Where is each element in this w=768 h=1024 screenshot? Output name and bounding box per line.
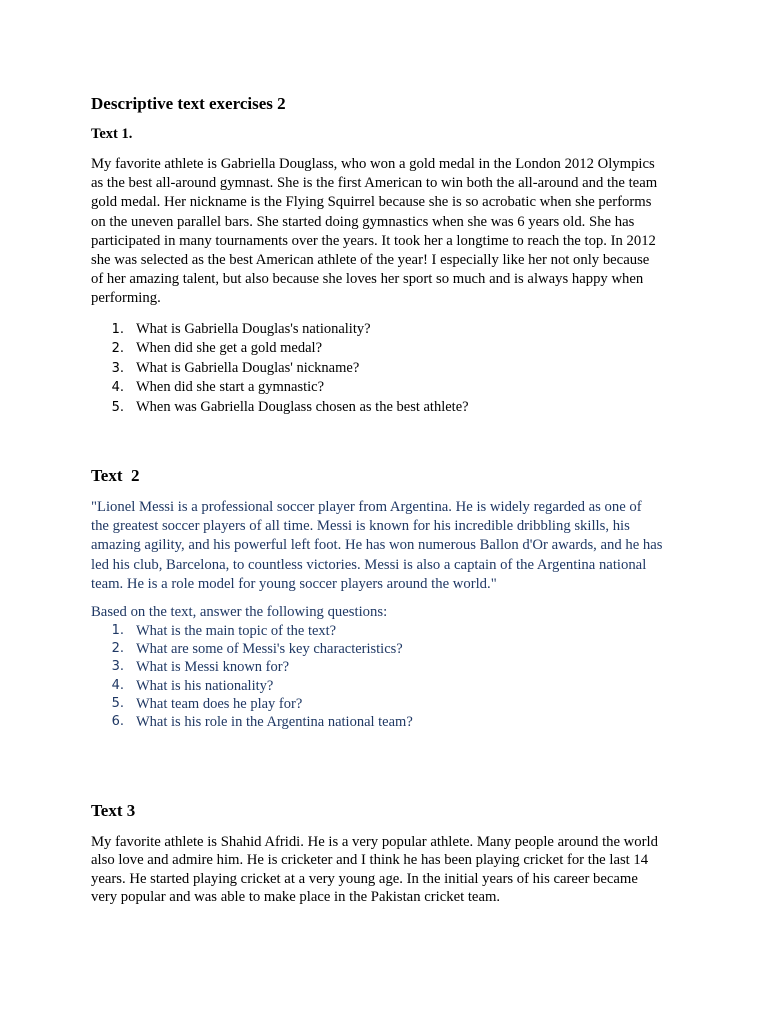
paragraph-line: team. He is a role model for young soccer players around the world." bbox=[91, 575, 497, 592]
text2-questions-intro: Based on the text, answer the following questions: bbox=[91, 604, 388, 620]
list-item bbox=[91, 695, 413, 713]
paragraph-line: My favorite athlete is Shahid Afridi. He is a very popular athlete. Many people around the world bbox=[91, 834, 658, 850]
text2-heading: Text 2 bbox=[91, 466, 140, 485]
question-text: What are some of Messi's key characteristics? bbox=[136, 641, 403, 658]
list-item bbox=[91, 640, 413, 658]
list-item bbox=[91, 320, 469, 339]
list-number: 1. bbox=[111, 322, 124, 337]
paragraph-line: she was selected as the best American athlete of the year! I especially like her not only because bbox=[91, 252, 650, 269]
text1-question-list bbox=[91, 320, 469, 417]
list-number: 3. bbox=[111, 659, 124, 675]
question-text: When did she get a gold medal? bbox=[136, 340, 323, 357]
list-number: 5. bbox=[111, 695, 124, 711]
list-item bbox=[91, 713, 413, 731]
paragraph-line: the greatest soccer players of all time. Messi is known for his incredible dribbling skills, his bbox=[91, 518, 630, 535]
list-number: 4. bbox=[111, 677, 124, 693]
paragraph-line: as the best all-around gymnast. She is the first American to win both the all-around and the team bbox=[91, 175, 658, 192]
paragraph-line: My favorite athlete is Gabriella Douglass, who won a gold medal in the London 2012 Olympics bbox=[91, 156, 655, 172]
paragraph-line: years. He started playing cricket at a very young age. In the initial years of his career became bbox=[91, 870, 638, 887]
list-item bbox=[91, 677, 413, 695]
paragraph-line: "Lionel Messi is a professional soccer player from Argentina. He is widely regarded as one of bbox=[91, 499, 642, 515]
text2-paragraph bbox=[91, 498, 691, 594]
text3-paragraph bbox=[91, 833, 691, 906]
question-text: What is Gabriella Douglas' nickname? bbox=[136, 359, 360, 376]
question-text: When did she start a gymnastic? bbox=[136, 379, 325, 396]
paragraph-line: performing. bbox=[91, 290, 161, 307]
list-number: 2. bbox=[111, 641, 124, 657]
text3-heading: Text 3 bbox=[91, 801, 136, 820]
paragraph-line: on the uneven parallel bars. She started doing gymnastics when she was 6 years old. She has bbox=[91, 213, 635, 230]
question-text: What team does he play for? bbox=[136, 695, 303, 712]
paragraph-line: very popular and was able to make place in the Pakistan cricket team. bbox=[91, 888, 501, 905]
question-text: What is his nationality? bbox=[136, 677, 274, 694]
text1-paragraph bbox=[91, 155, 691, 309]
list-number: 3. bbox=[111, 360, 124, 376]
paragraph-line: amazing agility, and his powerful left foot. He has won numerous Ballon d'Or awards, and he has bbox=[91, 537, 663, 554]
question-text: When was Gabriella Douglass chosen as the best athlete? bbox=[136, 398, 469, 415]
list-number: 1. bbox=[111, 623, 124, 638]
text1-label: Text 1. bbox=[91, 126, 133, 142]
list-item bbox=[91, 658, 413, 676]
list-item bbox=[91, 339, 469, 358]
list-number: 4. bbox=[111, 380, 124, 396]
question-text: What is Messi known for? bbox=[136, 659, 290, 676]
paragraph-line: participated in many tournaments over the years. It took her a longtime to reach the top. In 2012 bbox=[91, 232, 656, 249]
list-item bbox=[91, 378, 469, 397]
page-title: Descriptive text exercises 2 bbox=[91, 94, 286, 113]
question-text: What is his role in the Argentina national team? bbox=[136, 713, 413, 730]
paragraph-line: also love and admire him. He is cricketer and I think he has been playing cricket for the last 14 bbox=[91, 852, 649, 869]
question-text: What is the main topic of the text? bbox=[136, 623, 337, 639]
list-item bbox=[91, 359, 469, 378]
question-text: What is Gabriella Douglas's nationality? bbox=[136, 321, 371, 337]
list-item bbox=[91, 398, 469, 417]
text2-question-list bbox=[91, 622, 413, 731]
paragraph-line: of her amazing talent, but also because she loves her sport so much and is always happy when bbox=[91, 271, 644, 288]
paragraph-line: gold medal. Her nickname is the Flying Squirrel because she is so acrobatic when she performs bbox=[91, 194, 652, 211]
list-item bbox=[91, 622, 413, 640]
list-number: 5. bbox=[111, 399, 124, 415]
list-number: 2. bbox=[111, 341, 124, 357]
list-number: 6. bbox=[111, 713, 124, 729]
paragraph-line: led his club, Barcelona, to countless victories. Messi is also a captain of the Argentina national bbox=[91, 556, 647, 573]
